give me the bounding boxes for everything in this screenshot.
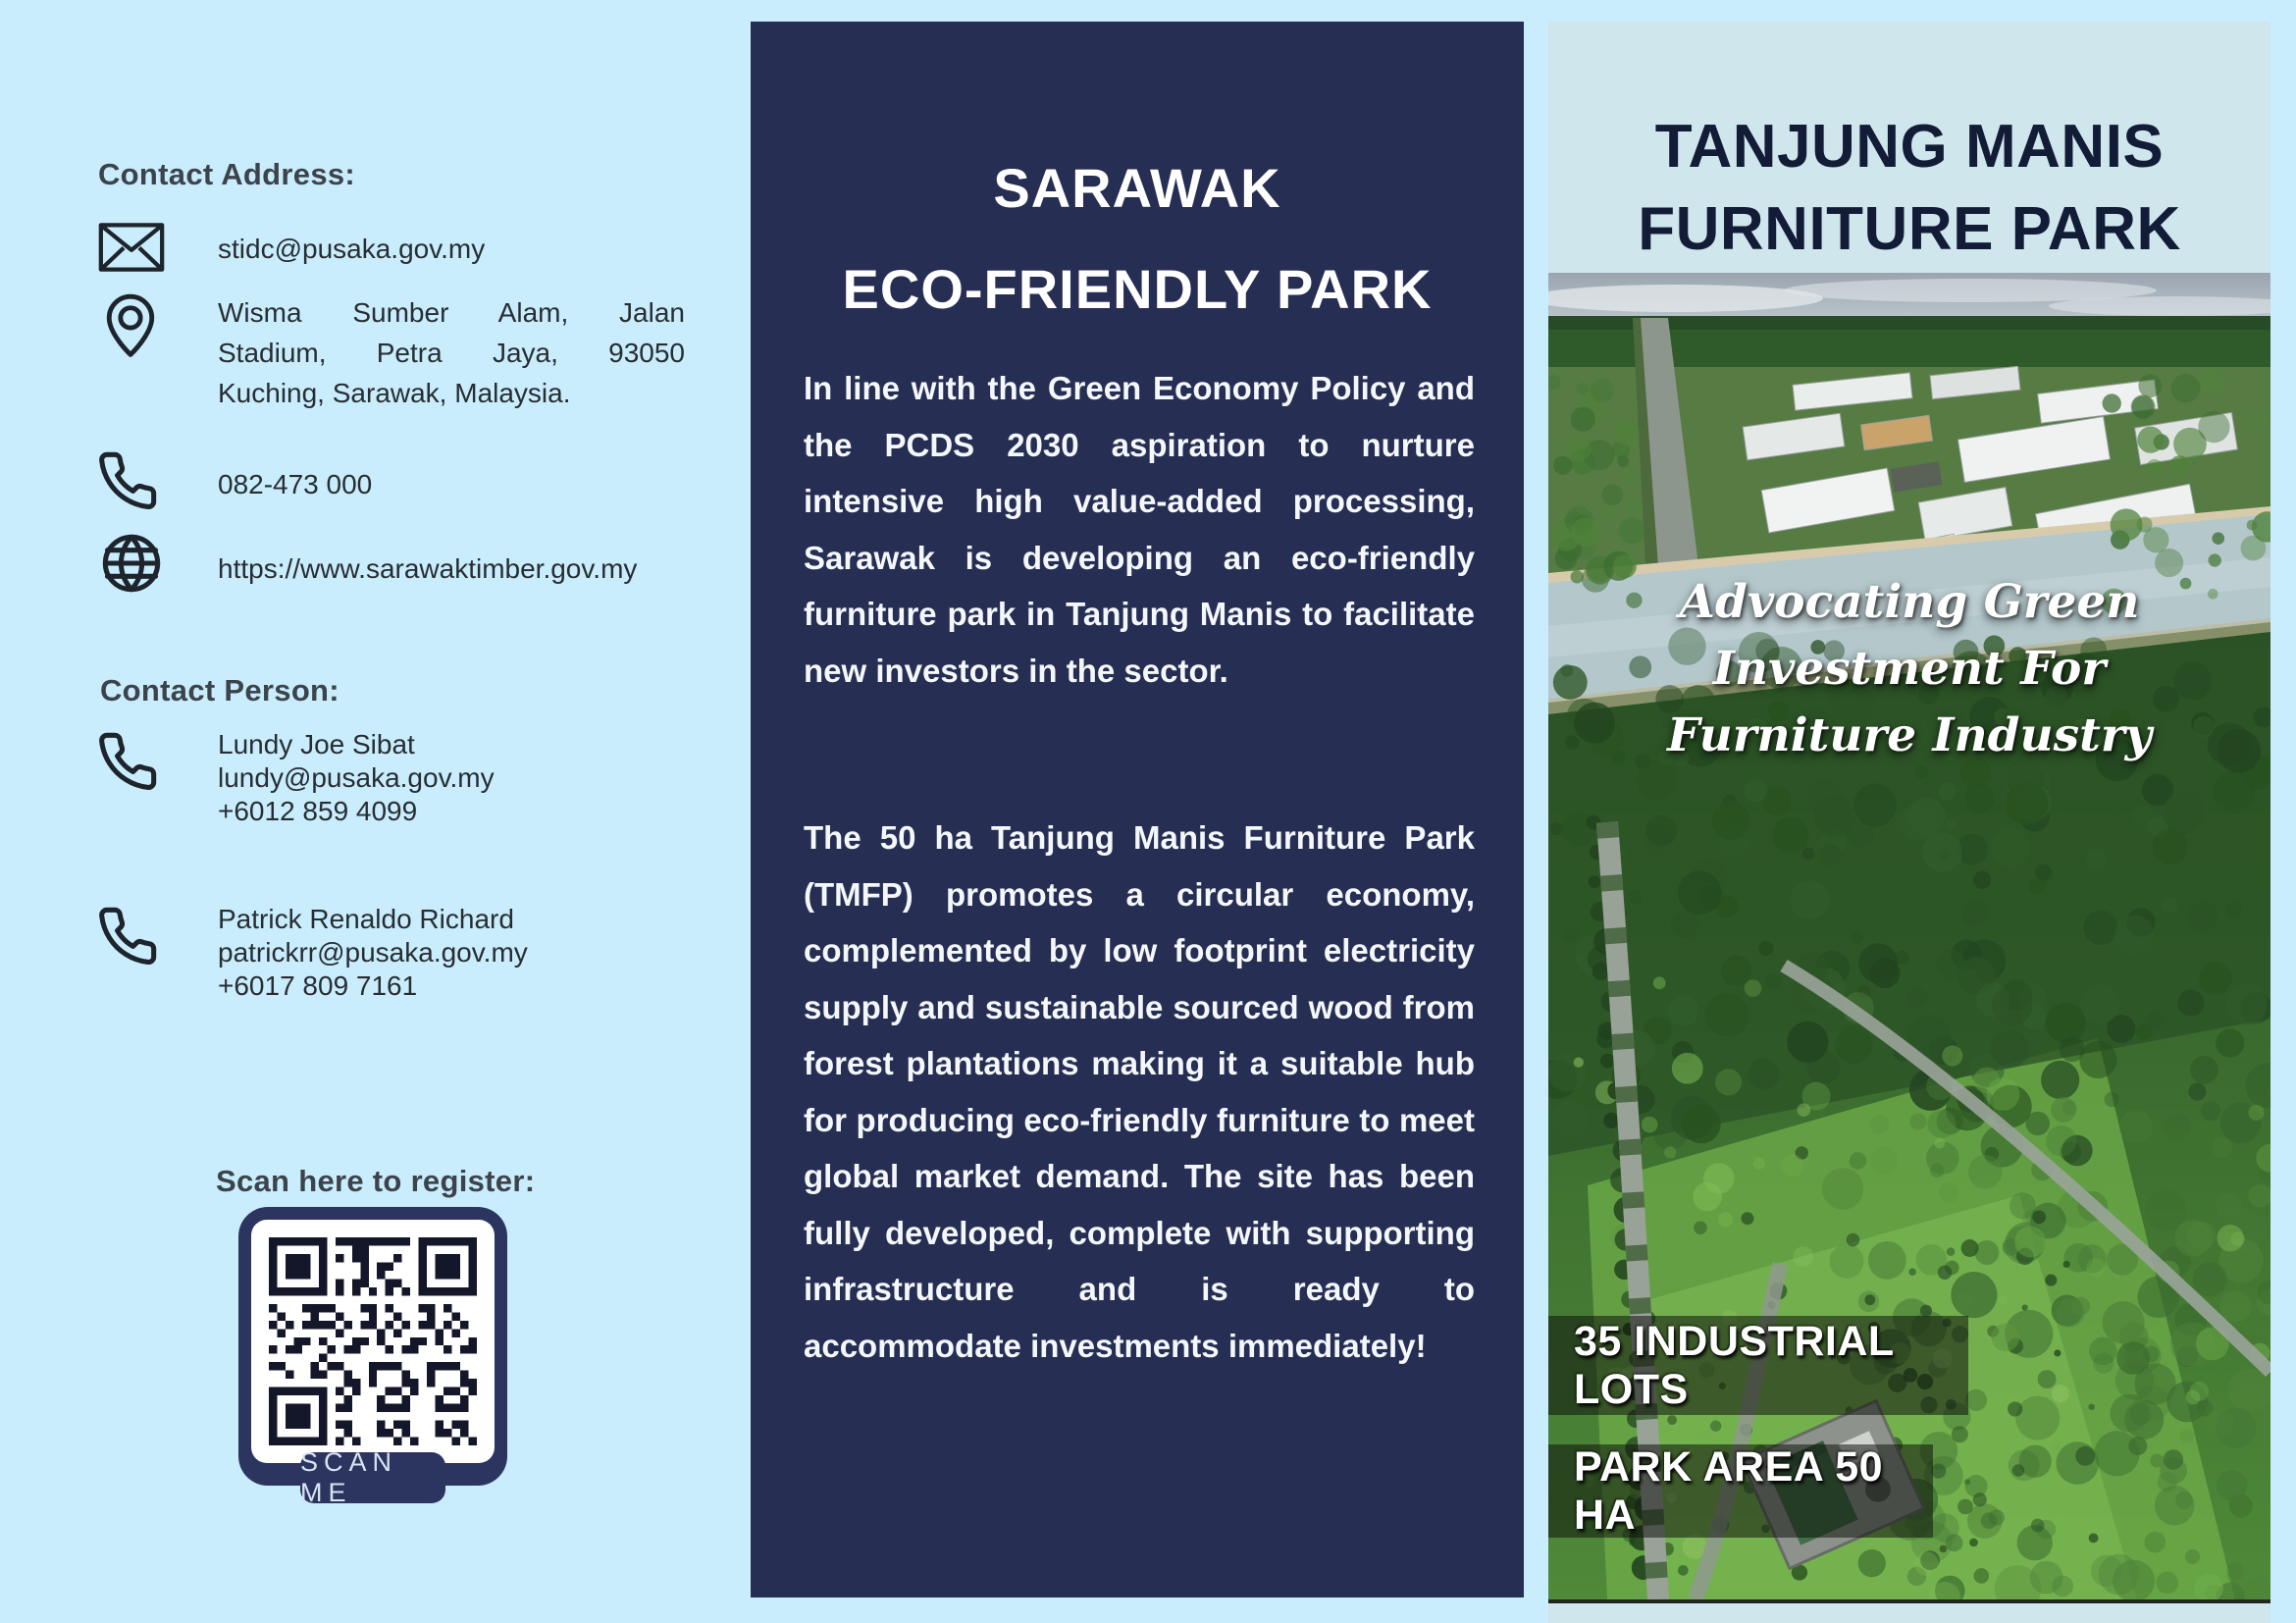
person-name: Lundy Joe Sibat xyxy=(218,729,415,759)
phone-icon xyxy=(96,449,159,517)
title-line: ECO-FRIENDLY PARK xyxy=(842,257,1433,320)
eco-park-paragraph-1: In line with the Green Economy Policy and the PCDS 2030 aspiration to nurture intensive high value-added processing, Sarawak is developing an eco-friendly furniture park in Tanjung Manis to facilitate new investors in the sector. xyxy=(804,370,1475,689)
park-area-text: PARK AREA 50 HA xyxy=(1574,1442,1884,1539)
person-email[interactable]: patrickrr@pusaka.gov.my xyxy=(218,937,528,968)
person-email[interactable]: lundy@pusaka.gov.my xyxy=(218,762,495,793)
contact-person-1 xyxy=(218,728,495,828)
address-line: Kuching, Sarawak, Malaysia. xyxy=(218,378,571,408)
contact-person-heading: Contact Person: xyxy=(100,672,339,707)
phone-icon xyxy=(96,730,159,798)
address-line: Wisma Sumber Alam, Jalan xyxy=(218,297,685,328)
person-name: Patrick Renaldo Richard xyxy=(218,904,514,934)
qr-scan-me-label xyxy=(300,1447,445,1507)
photo-caption xyxy=(1548,569,2270,769)
map-pin-icon xyxy=(102,290,159,374)
phone-icon xyxy=(96,905,159,972)
industrial-lots-text: 35 INDUSTRIAL LOTS xyxy=(1574,1317,1894,1413)
qr-code xyxy=(238,1207,507,1507)
contact-website[interactable]: https://www.sarawaktimber.gov.my xyxy=(218,553,638,584)
caption-line: Advocating Green Investment For xyxy=(1679,575,2140,696)
qr-modules xyxy=(251,1220,495,1463)
contact-address xyxy=(218,292,685,413)
aerial-photo xyxy=(1548,273,2270,1603)
person-phone: +6012 859 4099 xyxy=(218,796,418,826)
eco-park-paragraph-2: The 50 ha Tanjung Manis Furniture Park (TMFP) promotes a circular economy, complemented by low footprint electricity supply and sustainable sourced wood from forest plantations making it a suitable hub for producing eco-friendly furniture to meet global market demand. The site has been fully developed, complete with supporting infrastructure and is ready to accommodate investments immediately! xyxy=(804,819,1475,1364)
qr-label-text: SCAN ME xyxy=(300,1447,398,1507)
industrial-lots-badge xyxy=(1548,1316,1968,1415)
contact-address-heading: Contact Address: xyxy=(98,156,356,191)
contact-person-2 xyxy=(218,903,528,1003)
contact-panel xyxy=(0,0,751,1623)
eco-park-panel xyxy=(751,22,1524,1597)
park-title xyxy=(1548,106,2270,271)
title-line: FURNITURE PARK xyxy=(1638,194,2181,263)
cover-panel xyxy=(1548,22,2270,1623)
address-line: Stadium, Petra Jaya, 93050 xyxy=(218,338,685,368)
caption-line: Furniture Industry xyxy=(1667,708,2152,762)
contact-email[interactable]: stidc@pusaka.gov.my xyxy=(218,234,486,264)
person-phone: +6017 809 7161 xyxy=(218,970,418,1001)
scan-heading: Scan here to register: xyxy=(216,1163,536,1198)
contact-phone: 082-473 000 xyxy=(218,469,373,499)
park-area-badge xyxy=(1548,1444,1933,1538)
title-line: TANJUNG MANIS xyxy=(1654,112,2165,181)
eco-park-title xyxy=(751,137,1524,340)
globe-icon xyxy=(100,532,163,600)
title-line: SARAWAK xyxy=(993,156,1281,219)
envelope-icon xyxy=(98,222,165,278)
